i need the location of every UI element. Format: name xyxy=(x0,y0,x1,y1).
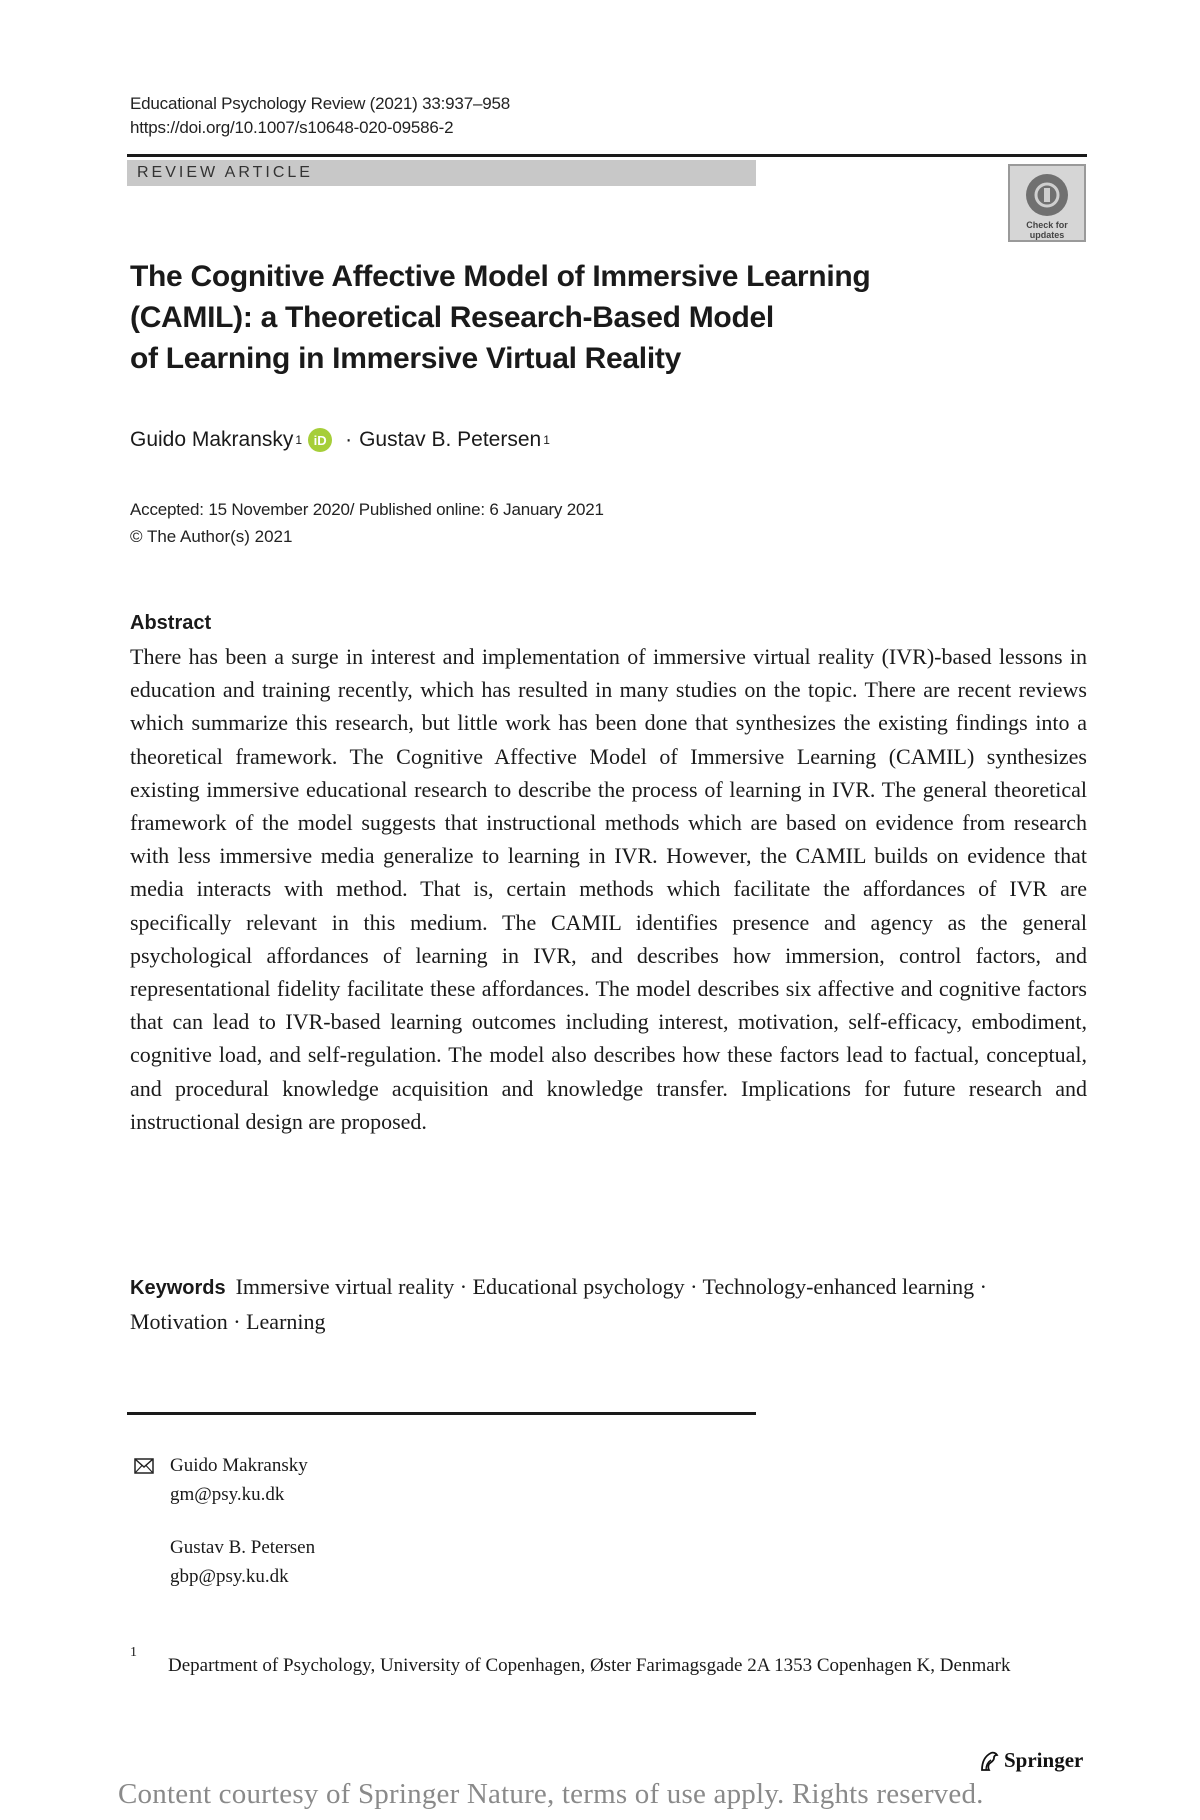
orcid-icon[interactable]: iD xyxy=(308,428,332,452)
springer-horse-icon xyxy=(978,1750,1000,1772)
envelope-icon xyxy=(134,1458,154,1474)
contact-email[interactable]: gm@psy.ku.dk xyxy=(170,1484,285,1505)
title-line: The Cognitive Affective Model of Immersive Learning xyxy=(130,260,871,293)
crossmark-label: Check for updates xyxy=(1026,220,1068,240)
author-affiliation-ref: 1 xyxy=(295,433,303,447)
springer-logo xyxy=(978,1748,1083,1773)
contact-name: Gustav B. Petersen xyxy=(170,1537,316,1558)
author-name[interactable]: Gustav B. Petersen xyxy=(359,428,542,451)
abstract-heading: Abstract xyxy=(130,612,212,634)
courtesy-notice: Content courtesy of Springer Nature, terms of use apply. Rights reserved. xyxy=(118,1778,984,1810)
author-separator: · xyxy=(345,428,353,451)
article-title xyxy=(130,256,930,379)
header-rule xyxy=(127,154,1087,157)
abstract-text: There has been a surge in interest and implementation of immersive virtual reality (IVR)-based lessons in education and training recently, which has resulted in many studies on the topic. There are recent reviews which summarize this research, but little work has been done that synthesizes the existing findings into a theoretical framework. The Cognitive Affective Model of Immersive Learning (CAMIL) synthesizes existing immersive educational research to describe the process of learning in IVR. The general theoretical framework of the model suggests that instructional methods which are based on evidence from research with less immersive media generalize to learning in IVR. However, the CAMIL builds on evidence that media interacts with method. That is, certain methods which facilitate the affordances of IVR are specifically relevant in this medium. The CAMIL identifies presence and agency as the general psychological affordances of learning in IVR, and describes how immersion, control factors, and representational fidelity facilitate these affordances. The model describes six affective and cognitive factors that can lead to IVR-based learning outcomes including interest, motivation, self-efficacy, embodiment, cognitive load, and self-regulation. The model also describes how these factors lead to factual, conceptual, and procedural knowledge acquisition and knowledge transfer. Implications for future research and instructional design are proposed. xyxy=(130,644,1087,1134)
crossmark-icon xyxy=(1026,174,1068,216)
footnote-rule xyxy=(127,1412,756,1415)
keywords-list: Immersive virtual reality · Educational psychology · Technology-enhanced learning · Motivation · Learning xyxy=(130,1274,987,1334)
author-affiliation-ref: 1 xyxy=(543,433,550,447)
title-line: of Learning in Immersive Virtual Reality xyxy=(130,342,681,375)
journal-citation: Educational Psychology Review (2021) 33:937–958 xyxy=(130,94,510,113)
crossmark-badge[interactable] xyxy=(1008,164,1086,242)
author-list xyxy=(130,428,550,452)
contact-email[interactable]: gbp@psy.ku.dk xyxy=(170,1566,289,1587)
author-name[interactable]: Guido Makransky xyxy=(130,428,294,451)
contact-name: Guido Makransky xyxy=(170,1455,308,1476)
copyright-notice: © The Author(s) 2021 xyxy=(130,527,293,546)
title-line: (CAMIL): a Theoretical Research-Based Model xyxy=(130,301,774,334)
publication-dates: Accepted: 15 November 2020/ Published online: 6 January 2021 xyxy=(130,500,604,519)
publisher-name: Springer xyxy=(1004,1748,1084,1772)
affiliation-text: Department of Psychology, University of Copenhagen, Øster Farimagsgade 2A 1353 Copenhagen K, Denmark xyxy=(168,1655,1011,1676)
article-type-label: REVIEW ARTICLE xyxy=(127,160,756,186)
doi-link[interactable]: https://doi.org/10.1007/s10648-020-09586-2 xyxy=(130,118,454,137)
keywords-label: Keywords xyxy=(130,1277,226,1299)
keywords-section xyxy=(130,1270,1087,1338)
affiliation-number: 1 xyxy=(130,1645,137,1660)
